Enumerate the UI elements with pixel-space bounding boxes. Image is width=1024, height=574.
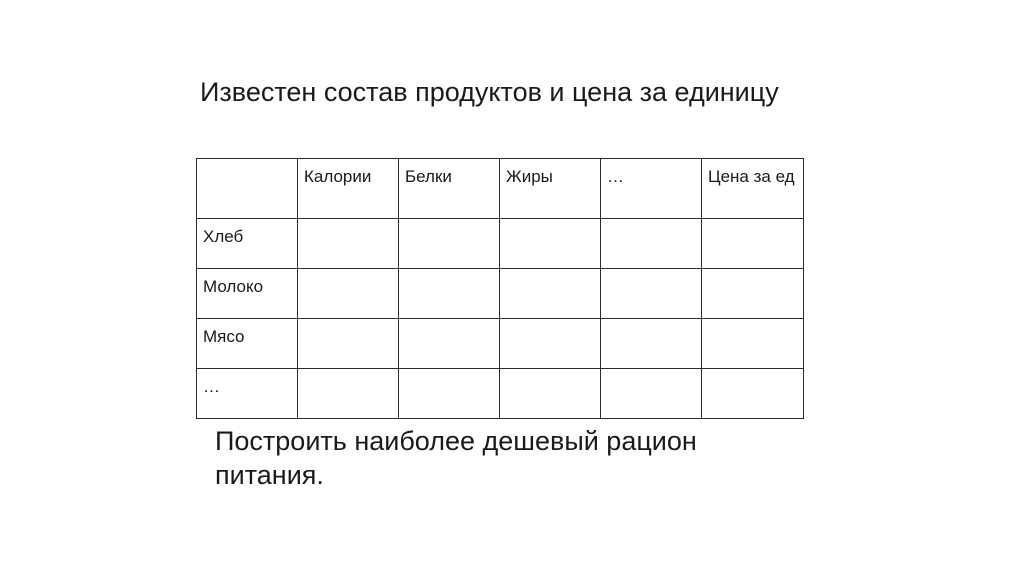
table-row: [197, 319, 804, 369]
table-cell: [500, 269, 601, 319]
header-cell-ellipsis: …: [601, 159, 702, 219]
table-cell: [399, 219, 500, 269]
table-row: [197, 219, 804, 269]
table-cell: [601, 269, 702, 319]
table-cell: [399, 369, 500, 419]
header-cell-proteins: Белки: [399, 159, 500, 219]
table-row: [197, 269, 804, 319]
header-cell-calories: Калории: [298, 159, 399, 219]
row-label: Молоко: [197, 269, 298, 319]
row-label: Мясо: [197, 319, 298, 369]
table-cell: [702, 369, 804, 419]
header-cell-corner: [197, 159, 298, 219]
table-cell: [500, 219, 601, 269]
table-cell: [601, 219, 702, 269]
products-table: [196, 158, 804, 419]
table-cell: [298, 319, 399, 369]
slide-title: Известен состав продуктов и цена за единицу: [200, 77, 779, 107]
table-cell: [500, 369, 601, 419]
table-cell: [298, 269, 399, 319]
row-label: Хлеб: [197, 219, 298, 269]
table-cell: [702, 219, 804, 269]
table-row: [197, 369, 804, 419]
header-cell-price: Цена за ед: [702, 159, 804, 219]
table-cell: [702, 319, 804, 369]
table-cell: [298, 219, 399, 269]
table-cell: [702, 269, 804, 319]
table-cell: [399, 269, 500, 319]
table-cell: [601, 319, 702, 369]
header-cell-fats: Жиры: [500, 159, 601, 219]
table-header-row: [197, 159, 804, 219]
table-cell: [399, 319, 500, 369]
table-cell: [601, 369, 702, 419]
slide-caption: Построить наиболее дешевый рацион питания.: [215, 426, 697, 490]
table-cell: [298, 369, 399, 419]
table-cell: [500, 319, 601, 369]
row-label: …: [197, 369, 298, 419]
